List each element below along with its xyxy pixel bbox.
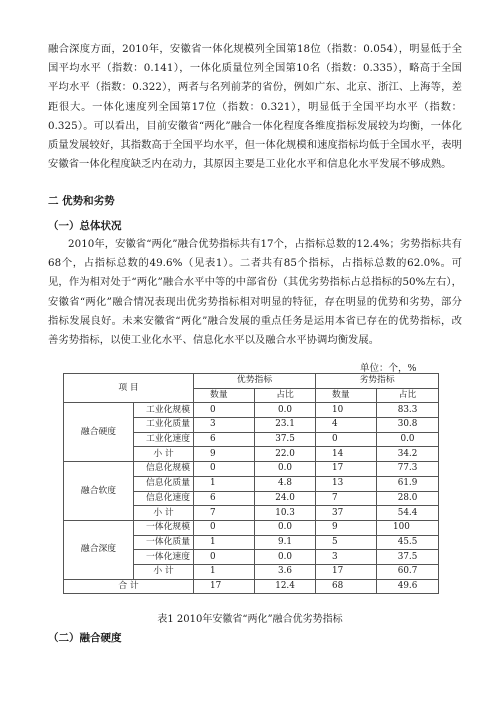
dis-ratio: 37.5 xyxy=(377,550,439,565)
subtotal-label: 小 计 xyxy=(134,447,194,462)
advantage-disadvantage-table xyxy=(63,373,439,594)
adv-ratio: 0.0 xyxy=(255,550,316,565)
total-label: 合 计 xyxy=(64,579,194,594)
group-name: 融合深度 xyxy=(64,520,134,579)
overall-paragraph-text: 2010年，安徽省“两化”融合优势指标共有17个，占指标总数的12.4%；劣势指标共有68个，占指标总数的49.6%（见表1）。二者共有85个指标，占指标总数的62.0%。可见，作为相对处于“两化”融合水平中等的中部省份（其优劣势指标占总指标的50%左右），安徽省“两化”融合情况表现出优劣势指标相对明显的特征，存在明显的优势和劣势，部分指标发展良好。未来安徽省“两化”融合发展的重点任务是运用本省已存在的优势指标，改善劣势指标，以使工业化水平、信息化水平以及融合水平协调均衡发展。 xyxy=(48,238,462,347)
dis-count: 3 xyxy=(316,550,377,565)
subheader-dis-ratio: 占比 xyxy=(377,388,439,403)
subtotal-label: 小 计 xyxy=(134,564,194,579)
adv-ratio: 12.4 xyxy=(255,579,316,594)
dis-ratio: 77.3 xyxy=(377,462,439,477)
header-item: 项 目 xyxy=(64,374,194,403)
subheader-adv-ratio: 占比 xyxy=(255,388,316,403)
table-row xyxy=(64,520,439,535)
unit-label: 单位：个，% xyxy=(360,363,417,374)
group-name: 融合硬度 xyxy=(64,403,134,462)
adv-count: 0 xyxy=(194,550,255,565)
adv-count: 9 xyxy=(194,447,255,462)
overall-paragraph xyxy=(48,235,462,350)
subheader-adv-count: 数量 xyxy=(194,388,255,403)
total-row xyxy=(64,579,439,594)
adv-ratio: 0.0 xyxy=(255,403,316,418)
adv-count: 0 xyxy=(194,520,255,535)
dis-count: 0 xyxy=(316,432,377,447)
row-label: 一体化质量 xyxy=(134,535,194,550)
adv-ratio: 9.1 xyxy=(255,535,316,550)
dis-ratio: 30.8 xyxy=(377,418,439,433)
row-label: 一体化规模 xyxy=(134,520,194,535)
dis-count: 37 xyxy=(316,506,377,521)
table-row xyxy=(64,462,439,477)
adv-count: 0 xyxy=(194,462,255,477)
adv-ratio: 0.0 xyxy=(255,462,316,477)
dis-count: 10 xyxy=(316,403,377,418)
adv-count: 1 xyxy=(194,535,255,550)
subsection-heading-overall: （一）总体状况 xyxy=(48,220,122,232)
adv-ratio: 23.1 xyxy=(255,418,316,433)
row-label: 一体化速度 xyxy=(134,550,194,565)
row-label: 信息化速度 xyxy=(134,491,194,506)
dis-count: 14 xyxy=(316,447,377,462)
row-label: 信息化规模 xyxy=(134,462,194,477)
dis-ratio: 49.6 xyxy=(377,579,439,594)
dis-ratio: 60.7 xyxy=(377,564,439,579)
dis-count: 9 xyxy=(316,520,377,535)
dis-ratio: 54.4 xyxy=(377,506,439,521)
dis-count: 17 xyxy=(316,462,377,477)
adv-count: 6 xyxy=(194,491,255,506)
adv-ratio: 22.0 xyxy=(255,447,316,462)
dis-ratio: 28.0 xyxy=(377,491,439,506)
adv-ratio: 3.6 xyxy=(255,564,316,579)
dis-count: 17 xyxy=(316,564,377,579)
dis-count: 5 xyxy=(316,535,377,550)
adv-ratio: 24.0 xyxy=(255,491,316,506)
adv-count: 1 xyxy=(194,476,255,491)
adv-count: 17 xyxy=(194,579,255,594)
adv-count: 1 xyxy=(194,564,255,579)
adv-ratio: 37.5 xyxy=(255,432,316,447)
table-caption: 表1 2010年安徽省“两化”融合优劣势指标 xyxy=(157,614,343,625)
adv-count: 3 xyxy=(194,418,255,433)
subtotal-label: 小 计 xyxy=(134,506,194,521)
row-label: 工业化速度 xyxy=(134,432,194,447)
row-label: 工业化规模 xyxy=(134,403,194,418)
adv-count: 7 xyxy=(194,506,255,521)
adv-count: 6 xyxy=(194,432,255,447)
subheader-dis-count: 数量 xyxy=(316,388,377,403)
dis-count: 13 xyxy=(316,476,377,491)
dis-ratio: 83.3 xyxy=(377,403,439,418)
section-heading: 二 优势和劣势 xyxy=(48,195,115,207)
subsection-heading-hardness: （二）融合硬度 xyxy=(48,632,122,644)
adv-ratio: 0.0 xyxy=(255,520,316,535)
adv-count: 0 xyxy=(194,403,255,418)
table-row xyxy=(64,403,439,418)
adv-ratio: 4.8 xyxy=(255,476,316,491)
dis-ratio: 34.2 xyxy=(377,447,439,462)
header-disadvantage: 劣势指标 xyxy=(316,374,439,389)
intro-paragraph: 融合深度方面，2010年，安徽省一体化规模列全国第18位（指数：0.054），明显低于全国平均水平（指数：0.141），一体化质量位列全国第10名（指数：0.335），略高于全国平均水平（指数：0.322），两者与名列前茅的省份，例如广东、北京、浙江、上海等，差距很大。一体化速度列全国第17位（指数：0.321），明显低于全国平均水平（指数：0.325）。可以看出，目前安徽省“两化”融合一体化程度各维度指标发展较为均衡，一体化质量发展较好，其指数高于全国平均水平，但一体化规模和速度指标均低于全国水平，表明安徽省一体化程度缺乏内在动力，其原因主要是工业化水平和信息化水平发展不够成熟。 xyxy=(48,43,462,171)
dis-ratio: 61.9 xyxy=(377,476,439,491)
dis-count: 4 xyxy=(316,418,377,433)
row-label: 信息化质量 xyxy=(134,476,194,491)
dis-ratio: 100 xyxy=(377,520,439,535)
group-name: 融合软度 xyxy=(64,462,134,521)
dis-count: 68 xyxy=(316,579,377,594)
row-label: 工业化质量 xyxy=(134,418,194,433)
header-advantage: 优势指标 xyxy=(194,374,316,389)
table-header-row xyxy=(64,374,439,389)
adv-ratio: 10.3 xyxy=(255,506,316,521)
dis-count: 7 xyxy=(316,491,377,506)
dis-ratio: 45.5 xyxy=(377,535,439,550)
dis-ratio: 0.0 xyxy=(377,432,439,447)
